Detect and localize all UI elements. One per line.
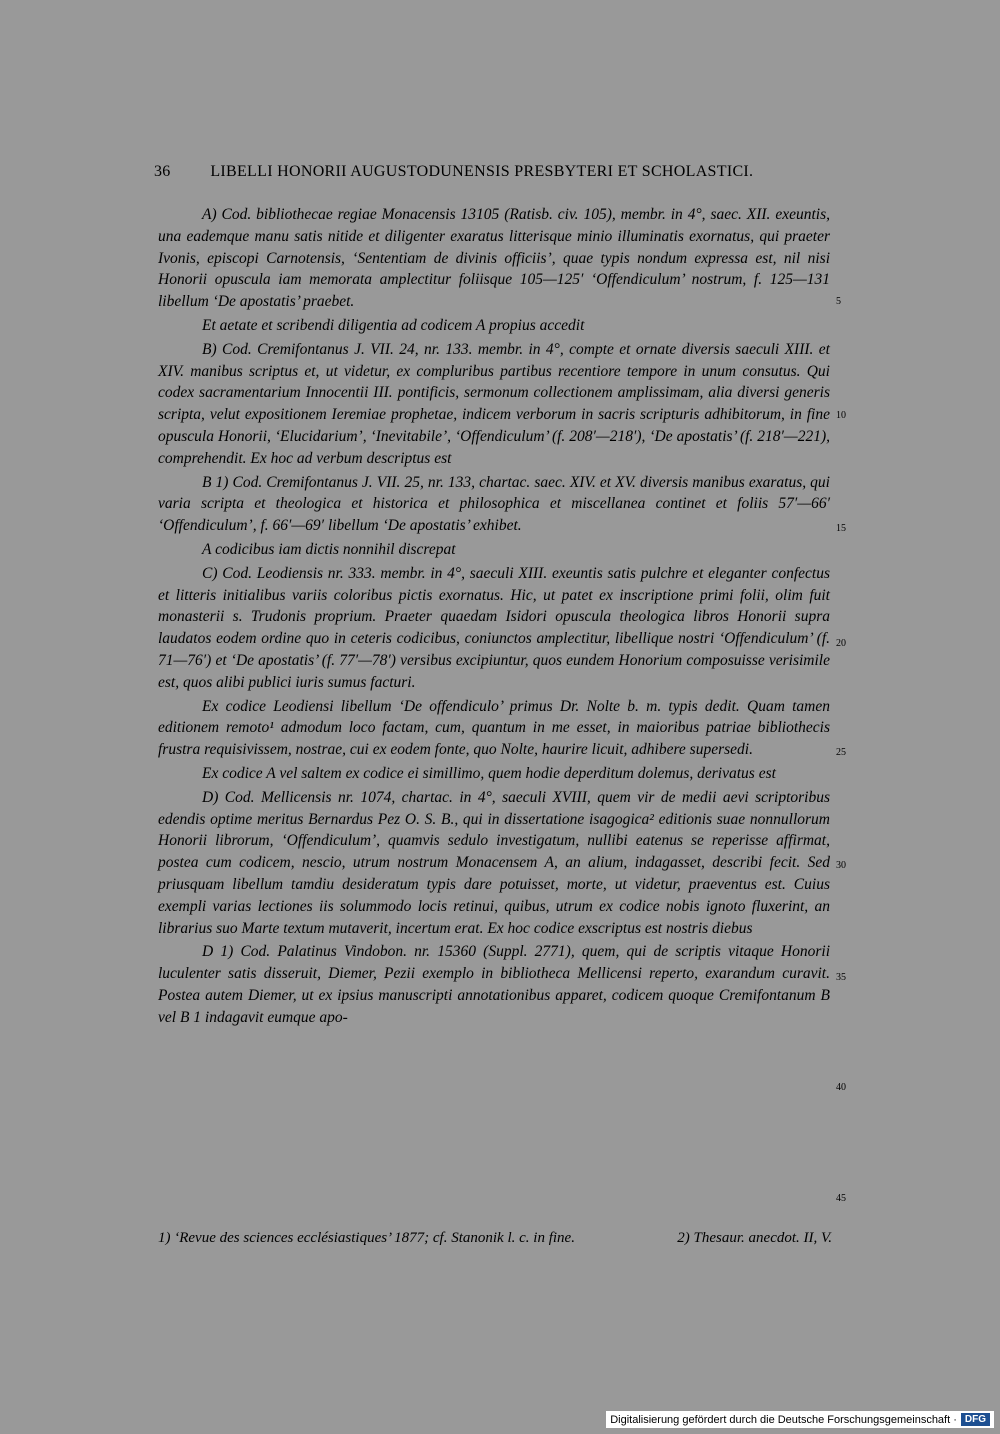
running-header: [154, 163, 834, 181]
paragraph-codex-a: A) Cod. bibliothecae regiae Monacensis 13105 (Ratisb. civ. 105), membr. in 4°, saec. XII. exeuntis, una eademque manu satis nitide et diligenter exaratus litterisque minio illuminatis exornatus, qui praeter Ivonis, episcopi Carnotensis, ‘Sententiam de divinis officiis’, quae typis nondum expressa est, nil nisi Honorii opuscula iam memorata amplectitur foliisque 105—125′ ‘Offendiculum’ nostrum, f. 125—131 libellum ‘De apostatis’ praebet.: [158, 206, 830, 311]
line-number: 10: [836, 410, 846, 421]
line-number: 45: [836, 1193, 846, 1204]
page-number: 36: [154, 163, 171, 180]
line-number: 15: [836, 523, 846, 534]
paragraph-codex-d1: D 1) Cod. Palatinus Vindobon. nr. 15360 (Suppl. 2771), quem, qui de scriptis vitaque Honorii luculenter satis disseruit, Diemer, Pezii exemplo in bibliotheca Mellicensi reperto, exarandum curavit. Postea autem Diemer, ut ex ipsius manuscripti annotationibus apparet, codicem quoque Cremifontanum B vel B 1 indagavit eumque apo-: [158, 943, 830, 1026]
paragraph-codex-b1: B 1) Cod. Cremifontanus J. VII. 25, nr. 133, chartac. saec. XIV. et XV. diversis manibus exaratus, qui varia scripta et theologica et historica et philosophica et miscellanea continet et foliis 57′—66′ ‘Offendiculum’, f. 66′—69′ libellum ‘De apostatis’ exhibet.: [158, 473, 830, 535]
footnote-1: 1) ‘Revue des sciences ecclésiastiques’ 1877; cf. Stanonik l. c. in fine.: [158, 1230, 575, 1246]
dfg-logo-icon: DFG: [961, 1413, 990, 1426]
paragraph-transition-1: Et aetate et scribendi diligentia ad codicem A propius accedit: [202, 316, 585, 334]
dfg-footer-banner: [606, 1411, 994, 1428]
paragraph-transition-3: Ex codice A vel saltem ex codice ei simillimo, quem hodie deperditum dolemus, derivatus est: [202, 764, 776, 782]
paragraph-codex-d: D) Cod. Mellicensis nr. 1074, chartac. in 4°, saeculi XVIII, quem vir de medii aevi scriptoribus edendis optime meritus Bernardus Pez O. S. B., qui in dissertatione isagogica² editionis suae nonnullorum Honorii librorum, ‘Offendiculum’, quamvis sedulo investigatum, nullibi eatenus se reperisse affirmat, postea cum codicem, nescio, utrum nostrum Monacensem A, an alium, indagasset, describi fecit. Sed priusquam libellum tamdiu desideratum typis dare potuisset, morte, ut videtur, praeventus est. Cuius exempli varias lectiones iis solummodo locis retinui, quibus, utrum ex codice nobis ignoto fluxerint, an librarius suo Marte textum mutaverit, incertum erat. Ex hoc codice exscriptus est nostris diebus: [158, 788, 830, 937]
paragraph-codex-b: B) Cod. Cremifontanus J. VII. 24, nr. 133. membr. in 4°, compte et ornate diversis saeculi XIII. et XIV. manibus scriptus et, ut videtur, ex compluribus partibus recentiore tempore in unum consutus. Qui codex sacramentarium Innocentii III. pontificis, sermonum collectionem amplissimam, alia diversi generis scripta, velut expositionem Ieremiae prophetae, indicem verborum in sacris scripturis adhibitorum, in fine opuscula Honorii, ‘Elucidarium’, ‘Inevitabile’, ‘Offendiculum’ (f. 208′—218′), ‘De apostatis’ (f. 218′—221), comprehendit. Ex hoc ad verbum descriptus est: [158, 340, 830, 467]
line-number: 20: [836, 638, 846, 649]
running-title: LIBELLI HONORII AUGUSTODUNENSIS PRESBYTERI ET SCHOLASTICI.: [210, 163, 754, 180]
line-number: 35: [836, 972, 846, 983]
line-number: 5: [836, 296, 841, 307]
paragraph-codex-c: C) Cod. Leodiensis nr. 333. membr. in 4°, saeculi XIII. exeuntis satis pulchre et eleganter confectus et litteris initialibus variis coloribus pictis exornatus. Hic, ut patet ex inscriptione primi folii, olim fuit monasterii s. Trudonis proprium. Praeter quaedam Isidori opuscula theologica libros Honorii supra laudatos eodem ordine quo in ceteris codicibus, coniunctos amplectitur, libellique nostri ‘Offendiculum’ (f. 71—76′) et ‘De apostatis’ (f. 77′—78′) versibus excipiuntur, quos eundem Honorium composuisse verisimile est, quos alibi publici iuris sumus facturi.: [158, 564, 830, 691]
paragraph-nolte: Ex codice Leodiensi libellum ‘De offendiculo’ primus Dr. Nolte b. m. typis dedit. Quam tamen editionem remoto¹ admodum loco factam, cum, quantum in me esset, in maioribus patriae bibliothecis frustra requisivissem, nostrae, cui ex eodem fonte, quo Nolte, haurire licuit, adhibere supersedi.: [158, 697, 830, 759]
footnotes: [158, 1228, 832, 1249]
line-number: 25: [836, 747, 846, 758]
paragraph-transition-2: A codicibus iam dictis nonnihil discrepat: [202, 540, 456, 558]
line-number: 30: [836, 860, 846, 871]
footnote-2: 2) Thesaur. anecdot. II, V.: [677, 1230, 832, 1246]
main-text: [158, 204, 830, 1030]
line-number: 40: [836, 1082, 846, 1093]
footer-text: Digitalisierung gefördert durch die Deutsche Forschungsgemeinschaft ·: [610, 1413, 957, 1426]
